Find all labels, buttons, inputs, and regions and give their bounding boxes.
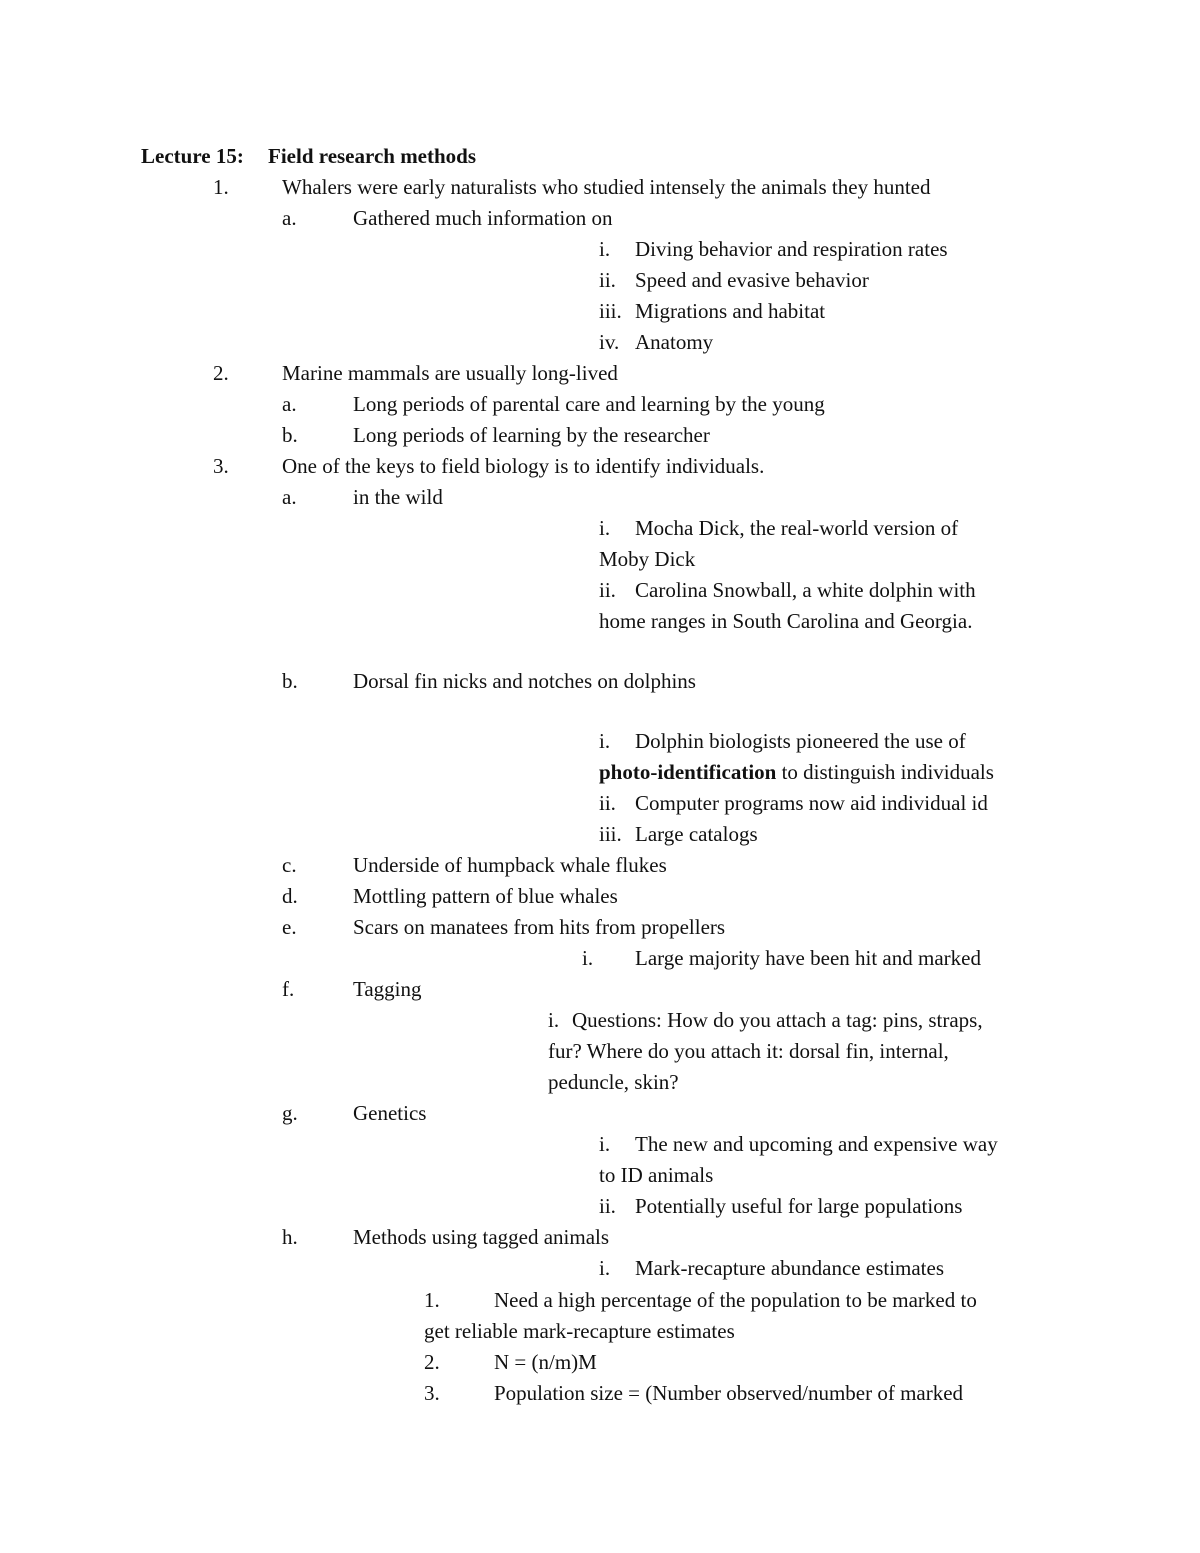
list-marker: h. — [282, 1225, 298, 1249]
list-marker: i. — [599, 1132, 611, 1156]
list-marker: ii. — [599, 268, 616, 292]
list-item: The new and upcoming and expensive way — [635, 1132, 998, 1156]
list-item: Scars on manatees from hits from propellers — [353, 915, 726, 939]
list-item: Mocha Dick, the real-world version of — [635, 516, 959, 540]
list-item: Genetics — [353, 1101, 427, 1125]
list-marker: a. — [282, 485, 297, 509]
list-item: Mottling pattern of blue whales — [353, 884, 618, 908]
lecture-label: Lecture 15: — [141, 144, 244, 168]
list-marker: 3. — [213, 454, 229, 478]
list-marker: iii. — [599, 822, 622, 846]
list-item: One of the keys to field biology is to identify individuals. — [282, 454, 765, 478]
list-marker: 1. — [424, 1288, 440, 1312]
list-item: Underside of humpback whale flukes — [353, 853, 667, 877]
list-item: Long periods of parental care and learning by the young — [353, 392, 825, 416]
list-item: Potentially useful for large populations — [635, 1194, 963, 1218]
list-item: Carolina Snowball, a white dolphin with — [635, 578, 976, 602]
list-item: Anatomy — [635, 330, 714, 354]
list-item: Computer programs now aid individual id — [635, 791, 988, 815]
list-marker: b. — [282, 669, 298, 693]
list-marker: d. — [282, 884, 298, 908]
list-item: Diving behavior and respiration rates — [635, 237, 948, 261]
list-marker: ii. — [599, 791, 616, 815]
list-marker: 1. — [213, 175, 229, 199]
list-item: Mark-recapture abundance estimates — [635, 1256, 945, 1280]
bold-term: photo-identification — [599, 760, 777, 784]
list-item: Tagging — [353, 977, 422, 1001]
list-item: Marine mammals are usually long-lived — [282, 361, 618, 385]
list-item: Questions: How do you attach a tag: pins, straps, — [572, 1008, 983, 1032]
list-item: Whalers were early naturalists who studied intensely the animals they hunted — [282, 175, 931, 199]
list-item: Long periods of learning by the researcher — [353, 423, 710, 447]
list-marker: b. — [282, 423, 298, 447]
list-marker: i. — [599, 237, 611, 261]
list-marker: a. — [282, 392, 297, 416]
list-marker: f. — [282, 977, 295, 1001]
list-item: Dorsal fin nicks and notches on dolphins — [353, 669, 696, 693]
list-marker: ii. — [599, 1194, 616, 1218]
lecture-title: Field research methods — [268, 144, 477, 168]
list-marker: i. — [599, 1256, 611, 1280]
list-marker: 3. — [424, 1381, 440, 1405]
list-marker: c. — [282, 853, 297, 877]
list-item: Large catalogs — [635, 822, 758, 846]
list-item: Large majority have been hit and marked — [635, 946, 981, 970]
list-item-continuation: home ranges in South Carolina and Georgia. — [599, 609, 973, 633]
list-item: Dolphin biologists pioneered the use of — [635, 729, 966, 753]
list-item: Speed and evasive behavior — [635, 268, 869, 292]
list-item-continuation — [599, 757, 994, 788]
list-item: Population size = (Number observed/number of marked — [494, 1381, 964, 1405]
list-marker: i. — [582, 946, 594, 970]
list-item: Gathered much information on — [353, 206, 613, 230]
list-item-continuation: get reliable mark-recapture estimates — [424, 1319, 735, 1343]
list-marker: i. — [599, 516, 611, 540]
list-item: in the wild — [353, 485, 443, 509]
list-item: Migrations and habitat — [635, 299, 826, 323]
list-marker: a. — [282, 206, 297, 230]
list-item: Methods using tagged animals — [353, 1225, 610, 1249]
list-marker: i. — [599, 729, 611, 753]
list-item-continuation: fur? Where do you attach it: dorsal fin, internal, — [548, 1039, 949, 1063]
list-item-continuation: Moby Dick — [599, 547, 696, 571]
list-item: Need a high percentage of the population to be marked to — [494, 1288, 977, 1312]
list-marker: 2. — [424, 1350, 440, 1374]
list-marker: 2. — [213, 361, 229, 385]
list-marker: iv. — [599, 330, 620, 354]
list-marker: iii. — [599, 299, 622, 323]
list-marker: i. — [548, 1008, 560, 1032]
list-marker: g. — [282, 1101, 298, 1125]
formula: N = (n/m)M — [494, 1350, 597, 1374]
list-marker: e. — [282, 915, 297, 939]
list-item-continuation: to ID animals — [599, 1163, 714, 1187]
list-item-text: to distinguish individuals — [776, 760, 994, 784]
list-marker: ii. — [599, 578, 616, 602]
list-item-continuation: peduncle, skin? — [548, 1070, 679, 1094]
